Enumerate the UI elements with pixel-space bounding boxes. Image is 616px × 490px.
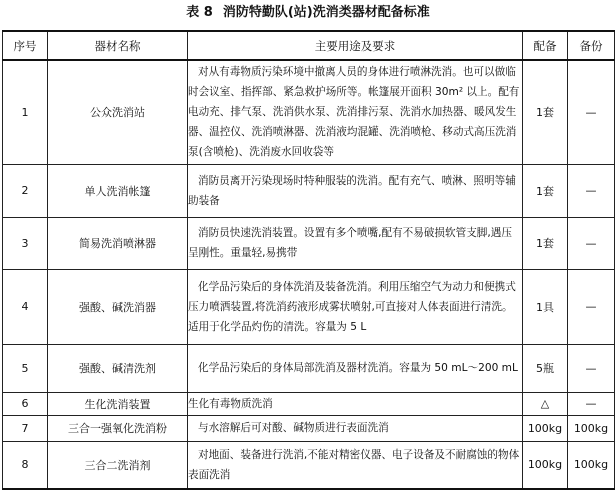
allocation-value: 100kg bbox=[523, 441, 568, 489]
equipment-name: 三合二洗消剂 bbox=[48, 441, 188, 489]
table-header-row bbox=[3, 31, 615, 60]
row-number: 8 bbox=[3, 441, 48, 489]
table-title: 消防特勤队(站)洗消类器材配备标准 bbox=[222, 5, 430, 20]
row-number: 7 bbox=[3, 415, 48, 441]
usage-description bbox=[188, 344, 523, 392]
table-row bbox=[3, 60, 615, 164]
usage-text: 化学品污染后的身体局部洗消及器材洗消。容量为 50 mL～200 mL bbox=[198, 362, 518, 374]
table-row bbox=[3, 217, 615, 269]
backup-value: — bbox=[568, 392, 615, 415]
usage-text: 消防员离开污染现场时特种服装的洗消。配有充气、喷淋、照明等辅助装备 bbox=[188, 174, 516, 207]
table-row bbox=[3, 164, 615, 217]
row-number: 4 bbox=[3, 269, 48, 344]
equipment-name: 公众洗消站 bbox=[48, 60, 188, 164]
table-number: 表 8 bbox=[186, 5, 213, 20]
row-number: 5 bbox=[3, 344, 48, 392]
equipment-name: 简易洗消喷淋器 bbox=[48, 217, 188, 269]
usage-text: 生化有毒物质洗消 bbox=[188, 397, 273, 410]
equipment-name: 单人洗消帐篷 bbox=[48, 164, 188, 217]
row-number: 2 bbox=[3, 164, 48, 217]
usage-description bbox=[188, 269, 523, 344]
column-header-name: 器材名称 bbox=[48, 31, 188, 60]
backup-value: 100kg bbox=[568, 441, 615, 489]
usage-description bbox=[188, 164, 523, 217]
usage-description bbox=[188, 60, 523, 164]
allocation-value: 1具 bbox=[523, 269, 568, 344]
usage-text: 对地面、装备进行洗消,不能对精密仪器、电子设备及不耐腐蚀的物体表面洗消 bbox=[188, 448, 520, 481]
row-number: 6 bbox=[3, 392, 48, 415]
table-row bbox=[3, 344, 615, 392]
backup-value: 100kg bbox=[568, 415, 615, 441]
table-row bbox=[3, 269, 615, 344]
allocation-value: 100kg bbox=[523, 415, 568, 441]
table-row bbox=[3, 415, 615, 441]
equipment-name: 生化洗消装置 bbox=[48, 392, 188, 415]
usage-description bbox=[188, 217, 523, 269]
table-row bbox=[3, 392, 615, 415]
equipment-name: 三合一强氧化洗消粉 bbox=[48, 415, 188, 441]
allocation-value: 5瓶 bbox=[523, 344, 568, 392]
usage-text: 对从有毒物质污染环境中撤离人员的身体进行喷淋洗消。也可以做临时会议室、指挥部、紧急救护场所等。帐篷展开面积 30m² 以上。配有电动充、排气泵、洗消供水泵、洗消排污泵、洗消水加热器、暖风发生器、温控仪、洗消喷淋器、洗消液均混罐、洗消喷枪、移动式高压洗消泵(含喷枪)、洗消废水回收袋等 bbox=[188, 66, 520, 159]
equipment-table bbox=[2, 30, 615, 490]
allocation-value: 1套 bbox=[523, 60, 568, 164]
column-header-no: 序号 bbox=[3, 31, 48, 60]
allocation-value: 1套 bbox=[523, 164, 568, 217]
column-header-usage: 主要用途及要求 bbox=[188, 31, 523, 60]
usage-description bbox=[188, 415, 523, 441]
usage-text: 消防员快速洗消装置。设置有多个喷嘴,配有不易破损软管支脚,遇压呈刚性。重量轻,易携带 bbox=[188, 227, 512, 259]
row-number: 3 bbox=[3, 217, 48, 269]
equipment-name: 强酸、碱洗消器 bbox=[48, 269, 188, 344]
backup-value: — bbox=[568, 164, 615, 217]
column-header-backup: 备份 bbox=[568, 31, 615, 60]
backup-value: — bbox=[568, 217, 615, 269]
equipment-name: 强酸、碱清洗剂 bbox=[48, 344, 188, 392]
backup-value: — bbox=[568, 60, 615, 164]
usage-text: 化学品污染后的身体洗消及装备洗消。利用压缩空气为动力和便携式压力喷洒装置,将洗消药液形成雾状喷射,可直接对人体表面进行清洗。适用于化学品灼伤的清洗。容量为 5 L bbox=[188, 280, 516, 333]
backup-value: — bbox=[568, 344, 615, 392]
usage-description bbox=[188, 392, 523, 415]
allocation-value: 1套 bbox=[523, 217, 568, 269]
backup-value: — bbox=[568, 269, 615, 344]
row-number: 1 bbox=[3, 60, 48, 164]
usage-text: 与水溶解后可对酸、碱物质进行表面洗消 bbox=[198, 422, 389, 434]
column-header-allocation: 配备 bbox=[523, 31, 568, 60]
allocation-value: △ bbox=[523, 392, 568, 415]
table-caption bbox=[0, 0, 616, 28]
